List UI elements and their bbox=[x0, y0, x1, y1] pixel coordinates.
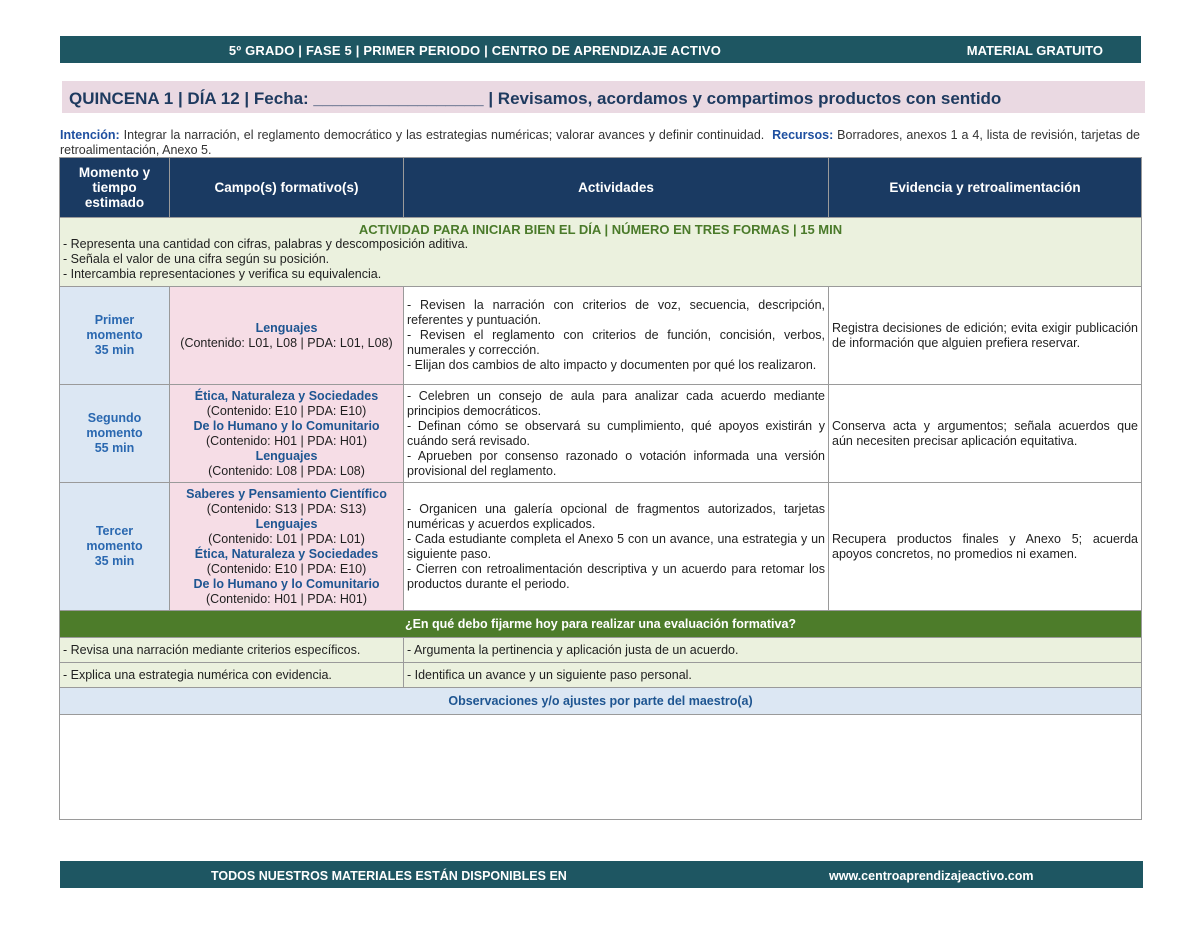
evaluation-item: - Revisa una narración mediante criterios específicos. bbox=[60, 638, 404, 663]
campo-content: (Contenido: L08 | PDA: L08) bbox=[208, 463, 365, 478]
evidence-cell: Recupera productos finales y Anexo 5; acuerda apoyos concretos, no promedios ni examen. bbox=[829, 483, 1142, 611]
evaluation-header-row bbox=[60, 611, 1142, 638]
table-row bbox=[60, 385, 1142, 483]
observations-title: Observaciones y/o ajustes por parte del maestro(a) bbox=[60, 688, 1142, 715]
header-evidence: Evidencia y retroalimentación bbox=[829, 158, 1142, 218]
evaluation-row bbox=[60, 663, 1142, 688]
campo-name: Lenguajes bbox=[255, 516, 318, 531]
campo-content: (Contenido: H01 | PDA: H01) bbox=[206, 433, 367, 448]
start-activity-title: ACTIVIDAD PARA INICIAR BIEN EL DÍA | NÚMERO EN TRES FORMAS | 15 MIN bbox=[358, 222, 843, 237]
moment-cell: Segundo momento 55 min bbox=[60, 385, 170, 483]
moment-cell: Primer momento 35 min bbox=[60, 287, 170, 385]
campo-cell bbox=[170, 385, 404, 483]
activities-cell: - Celebren un consejo de aula para analizar cada acuerdo mediante principios democráticos. - Definan cómo se observará su cumplimiento, qué apoyos existirán y cuándo será revisado. - Aprueben por consenso razonado o votación informada una versión provisional del reglamento. bbox=[404, 385, 829, 483]
table-row bbox=[60, 287, 1142, 385]
table-header-row bbox=[60, 158, 1142, 218]
observations-row bbox=[60, 715, 1142, 820]
page-title: QUINCENA 1 | DÍA 12 | Fecha: __________________ | Revisamos, acordamos y compartimos productos con sentido bbox=[62, 81, 1145, 113]
campo-content: (Contenido: S13 | PDA: S13) bbox=[206, 501, 367, 516]
start-activity-item: - Intercambia representaciones y verifica su equivalencia. bbox=[63, 267, 382, 281]
evaluation-title: ¿En qué debo fijarme hoy para realizar una evaluación formativa? bbox=[60, 611, 1142, 638]
intro-paragraph bbox=[60, 128, 1140, 157]
start-activity-row bbox=[60, 218, 1142, 287]
footer-text: TODOS NUESTROS MATERIALES ESTÁN DISPONIBLES EN bbox=[211, 869, 567, 883]
table-row bbox=[60, 483, 1142, 611]
campo-name: Ética, Naturaleza y Sociedades bbox=[194, 388, 379, 403]
planning-table bbox=[59, 157, 1142, 820]
recursos-label: Recursos: bbox=[772, 128, 834, 142]
campo-name: Lenguajes bbox=[255, 448, 318, 463]
activities-cell: - Revisen la narración con criterios de voz, secuencia, descripción, referentes y puntuación. - Revisen el reglamento con criterios de función, concisión, verbos, numerales y corrección. - Elijan dos cambios de alto impacto y documenten por qué los realizaron. bbox=[404, 287, 829, 385]
campo-name: Lenguajes bbox=[255, 320, 318, 335]
header-moment: Momento y tiempo estimado bbox=[60, 158, 170, 218]
evaluation-item: - Argumenta la pertinencia y aplicación justa de un acuerdo. bbox=[404, 638, 1142, 663]
intencion-text: Integrar la narración, el reglamento democrático y las estrategias numéricas; valorar avances y definir continuidad. bbox=[119, 128, 765, 142]
start-activity-item: - Representa una cantidad con cifras, palabras y descomposición aditiva. bbox=[63, 237, 469, 251]
intencion-label: Intención: bbox=[60, 128, 120, 142]
footer-bar bbox=[60, 861, 1143, 888]
campo-name: Ética, Naturaleza y Sociedades bbox=[194, 546, 379, 561]
campo-name: De lo Humano y lo Comunitario bbox=[193, 418, 380, 433]
evaluation-item: - Explica una estrategia numérica con evidencia. bbox=[60, 663, 404, 688]
start-activity-item: - Señala el valor de una cifra según su posición. bbox=[63, 252, 330, 266]
moment-cell: Tercer momento 35 min bbox=[60, 483, 170, 611]
campo-content: (Contenido: L01, L08 | PDA: L01, L08) bbox=[180, 335, 393, 350]
campo-cell bbox=[170, 287, 404, 385]
footer-website-link[interactable]: www.centroaprendizajeactivo.com bbox=[829, 869, 1034, 883]
header-free-material: MATERIAL GRATUITO bbox=[966, 43, 1103, 58]
campo-name: De lo Humano y lo Comunitario bbox=[193, 576, 380, 591]
campo-name: Saberes y Pensamiento Científico bbox=[186, 486, 387, 501]
campo-cell bbox=[170, 483, 404, 611]
campo-content: (Contenido: E10 | PDA: E10) bbox=[206, 561, 367, 576]
campo-content: (Contenido: H01 | PDA: H01) bbox=[206, 591, 367, 606]
campo-content: (Contenido: E10 | PDA: E10) bbox=[206, 403, 367, 418]
evaluation-item: - Identifica un avance y un siguiente paso personal. bbox=[404, 663, 1142, 688]
evaluation-row bbox=[60, 638, 1142, 663]
activities-cell: - Organicen una galería opcional de fragmentos autorizados, tarjetas numéricas y acuerdos explicados. - Cada estudiante completa el Anexo 5 con un avance, una estrategia y un siguiente paso. - Cierren con retroalimentación descriptiva y un acuerdo para retomar los productos durante el periodo. bbox=[404, 483, 829, 611]
header-grade-info: 5º GRADO | FASE 5 | PRIMER PERIODO | CENTRO DE APRENDIZAJE ACTIVO bbox=[228, 43, 722, 58]
header-activities: Actividades bbox=[404, 158, 829, 218]
evidence-cell: Conserva acta y argumentos; señala acuerdos que aún necesiten precisar aplicación equitativa. bbox=[829, 385, 1142, 483]
recursos-text: Borradores, anexos 1 a 4, lista de revisión, tarjetas de retroalimentación, Anexo 5. bbox=[60, 128, 1140, 157]
observations-header-row bbox=[60, 688, 1142, 715]
header-bar bbox=[60, 36, 1141, 63]
evidence-cell: Registra decisiones de edición; evita exigir publicación de información que alguien prefiera reservar. bbox=[829, 287, 1142, 385]
observations-area[interactable] bbox=[60, 715, 1142, 820]
header-campo: Campo(s) formativo(s) bbox=[170, 158, 404, 218]
campo-content: (Contenido: L01 | PDA: L01) bbox=[208, 531, 365, 546]
